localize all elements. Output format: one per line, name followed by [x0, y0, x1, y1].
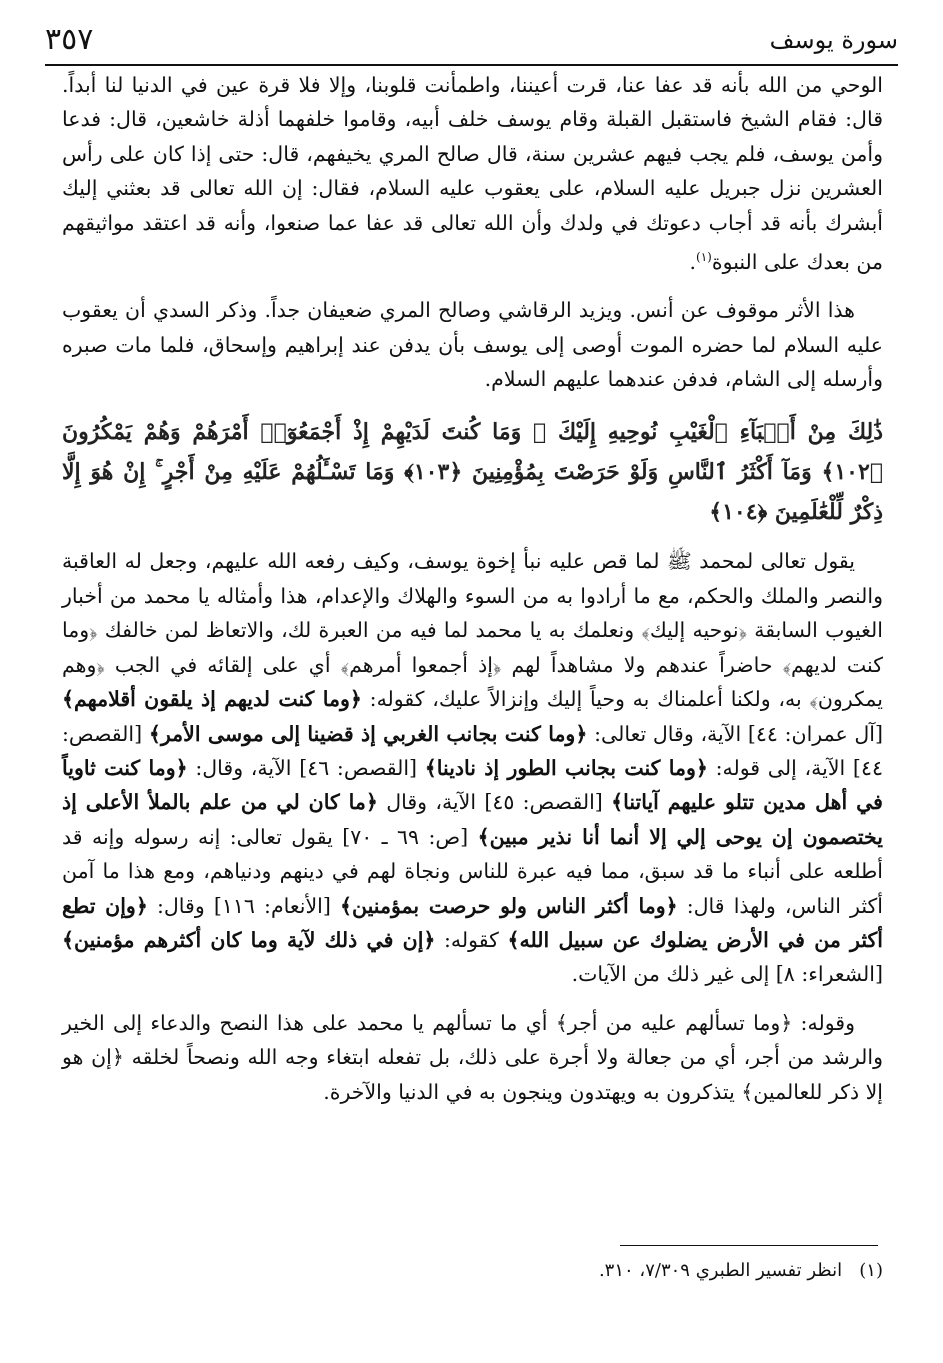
surah-name: سورة يوسف [769, 26, 898, 54]
footnote-divider [620, 1245, 878, 1246]
paragraph-3 [62, 544, 883, 991]
p3-text-f: [ص: ٦٩ ـ ٧٠] يقول تعالى: إنه رسوله وإنه قد أطلعه على أنباء ما قد سبق، مما فيه عبرة للناس ونجاة لهم في دينهم ودنياهم، ومع هذا ما آمن أكثر الناس، ولهذا قال: [62, 824, 883, 918]
quote-2: ﴿وما كنت بجانب الغربي إذ قضينا إلى موسى الأمر﴾ [148, 721, 588, 746]
quote-1: ﴿وما كنت لديهم إذ يلقون أقلامهم﴾ [62, 687, 362, 712]
paragraph-1-end: . [689, 249, 697, 274]
page-header [45, 18, 898, 66]
p3-text-e: [القصص: ٤٥] الآية، وقال [386, 790, 603, 815]
footnote-ref: (١) [696, 250, 712, 265]
p3-text-a: يقول تعالى لمحمد ﷺ لما قص عليه نبأ إخوة يوسف، وكيف رفعه الله عليهم، وجعل له العاقبة والنصر والملك والحكم، مع ما أرادوا به من السوء والهلاك والإعدام، هذا وأمثاله يا محمد من أخبار الغيوب السابقة ﴿نوحيه إليك﴾ ونعلمك به يا محمد لما فيه من العبرة لك، والاتعاظ لمن خالفك ﴿وما كنت لديهم﴾ حاضراً عندهم ولا مشاهداً لهم ﴿إذ أجمعوا أمرهم﴾ أي على إلقائه في الجب ﴿وهم يمكرون﴾ به، ولكنا أعلمناك به وحياً إليك وإنزالاً عليك، كقوله: [62, 549, 883, 712]
paragraph-4: وقوله: ﴿وما تسألهم عليه من أجر﴾ أي ما تسألهم يا محمد على هذا النصح والدعاء إلى الخير والرشد من أجر، أي من جعالة ولا أجرة على ذلك، بل تفعله ابتغاء وجه الله ونصحاً لخلقه ﴿إن هو إلا ذكر للعالمين﴾ يتذكرون به ويهتدون وينجون به في الدنيا والآخرة. [62, 1010, 883, 1104]
page-number: ٣٥٧ [45, 22, 94, 57]
quote-6: ﴿وما أكثر الناس ولو حرصت بمؤمنين﴾ [340, 893, 678, 918]
paragraph-2: هذا الأثر موقوف عن أنس. ويزيد الرقاشي وصالح المري ضعيفان جداً. وذكر السدي أن يعقوب عليه السلام لما حضره الموت أوصى إلى يوسف بأن يدفن عند إبراهيم وإسحاق، فلما مات صبره وأرسله إلى الشام، فدفن عندهما عليهم السلام. [62, 298, 883, 392]
quote-5: ﴿ما كان لي من علم بالملأ الأعلى إذ يختصمون إن يوحى إلي إلا أنما أنا نذير مبين﴾ [62, 790, 883, 849]
p3-text-d: [القصص: ٤٦] الآية، وقال: [195, 755, 418, 780]
quote-3: ﴿وما كنت بجانب الطور إذ نادينا﴾ [424, 755, 708, 780]
p3-text-i: [الشعراء: ٨] إلى غير ذلك من الآيات. [571, 962, 883, 987]
paragraph-1-text: الوحي من الله بأنه قد عفا عنا، قرت أعيننا، واطمأنت قلوبنا، وإلا فلا قرة عين في الدنيا لنا أبداً. قال: فقام الشيخ فاستقبل القبلة وقام يوسف خلف أبيه، وقاموا خلفهما أذلة خاشعين، قال: فدعا وأمن يوسف، فلم يجب فيهم عشرين سنة، قال صالح المري يخيفهم، قال: حتى إذا كان على رأس العشرين نزل جبريل عليه السلام، على يعقوب عليه السلام، فقال: إن الله تعالى قد بعثني إليك أبشرك بأنه قد أجاب دعوتك في ولدك وأن الله تعالى قد عفا عما صنعوا، وأنه قد اعتقد مواثيقهم من بعدك على النبوة [62, 73, 883, 274]
footnote-text: انظر تفسير الطبري ٧/٣٠٩، ٣١٠. [598, 1260, 843, 1281]
p3-text-g: [الأنعام: ١١٦] وقال: [156, 893, 331, 918]
quran-verses: ذَٰلِكَ مِنْ أَنۢبَآءِ ٱلْغَيْبِ نُوحِيهِ إِلَيْكَ ۖ وَمَا كُنتَ لَدَيْهِمْ إِذْ أَجْمَعُوٓا۟ أَمْرَهُمْ وَهُمْ يَمْكُرُونَ ﴿١٠٢﴾ وَمَآ أَكْثَرُ ٱلنَّاسِ وَلَوْ حَرَصْتَ بِمُؤْمِنِينَ ﴿١٠٣﴾ وَمَا تَسْـَٔلُهُمْ عَلَيْهِ مِنْ أَجْرٍ ۚ إِنْ هُوَ إِلَّا ذِكْرٌ لِّلْعَٰلَمِينَ ﴿١٠٤﴾ [62, 419, 884, 526]
footnote [62, 1258, 883, 1284]
paragraph-1 [62, 68, 883, 279]
quote-4: ﴿وما كنت ثاوياً في أهل مدين تتلو عليهم آياتنا﴾ [62, 755, 883, 815]
footnote-marker: (١) [859, 1260, 883, 1281]
quote-7: ﴿وإن تطع أكثر من في الأرض يضلوك عن سبيل الله﴾ [62, 893, 883, 952]
p3-text-h: كقوله: [444, 927, 499, 952]
p3-text-b: [آل عمران: ٤٤] الآية، وقال تعالى: [594, 721, 883, 746]
quote-8: ﴿إن في ذلك لآية وما كان أكثرهم مؤمنين﴾ [62, 927, 436, 952]
page-body [62, 68, 883, 1109]
p3-text-c: [القصص: ٤٤] الآية، إلى قوله: [62, 721, 883, 780]
